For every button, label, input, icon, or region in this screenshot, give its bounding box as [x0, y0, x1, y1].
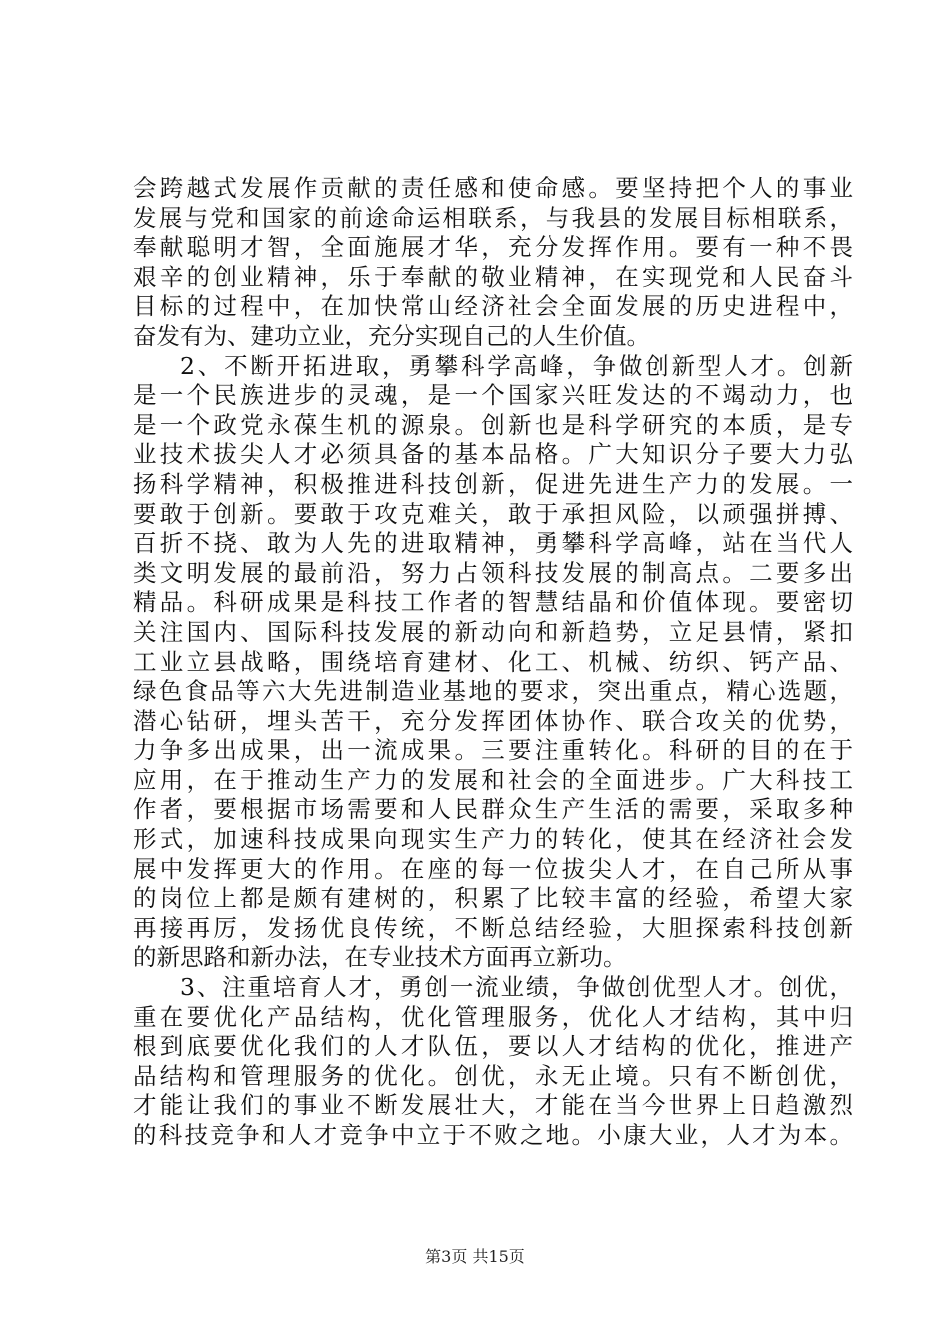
text-line: 力争多出成果，出一流成果。三要注重转化。科研的目的在于 — [133, 736, 853, 765]
text-line: 业技术拔尖人才必须具备的基本品格。广大知识分子要大力弘 — [133, 440, 853, 469]
text-line: 扬科学精神，积极推进科技创新，促进先进生产力的发展。一 — [133, 469, 853, 498]
text-line: 品结构和管理服务的优化。创优，永无止境。只有不断创优， — [133, 1061, 853, 1090]
text-line: 艰辛的创业精神，乐于奉献的敬业精神，在实现党和人民奋斗 — [133, 262, 853, 291]
text-line: 3、注重培育人才，勇创一流业绩，争做创优型人才。创优， — [180, 973, 853, 1002]
text-line: 形式，加速科技成果向现实生产力的转化，使其在经济社会发 — [133, 825, 853, 854]
text-line: 的新思路和新办法，在专业技术方面再立新功。 — [133, 943, 627, 972]
text-line: 重在要优化产品结构，优化管理服务，优化人才结构，其中归 — [133, 1002, 853, 1031]
text-line: 精品。科研成果是科技工作者的智慧结晶和价值体现。要密切 — [133, 588, 853, 617]
text-line: 根到底要优化我们的人才队伍，要以人才结构的优化，推进产 — [133, 1032, 853, 1061]
document-body — [133, 174, 853, 1151]
text-line: 展中发挥更大的作用。在座的每一位拔尖人才，在自己所从事 — [133, 854, 853, 883]
text-line: 发展与党和国家的前途命运相联系，与我县的发展目标相联系， — [133, 203, 853, 232]
paragraph — [133, 352, 853, 973]
text-line: 会跨越式发展作贡献的责任感和使命感。要坚持把个人的事业 — [133, 174, 853, 202]
text-line: 关注国内、国际科技发展的新动向和新趋势，立足县情，紧扣 — [133, 617, 853, 646]
text-line: 的科技竞争和人才竞争中立于不败之地。小康大业，人才为本。 — [133, 1121, 853, 1149]
text-line: 要敢于创新。要敢于攻克难关，敢于承担风险，以顽强拼搏、 — [133, 499, 853, 528]
text-line: 绿色食品等六大先进制造业基地的要求，突出重点，精心选题， — [133, 677, 853, 706]
text-line: 百折不挠、敢为人先的进取精神，勇攀科学高峰，站在当代人 — [133, 529, 853, 558]
text-line: 奋发有为、建功立业，充分实现自己的人生价值。 — [133, 321, 650, 350]
text-line: 是一个民族进步的灵魂，是一个国家兴旺发达的不竭动力，也 — [133, 381, 853, 410]
paragraph — [133, 174, 853, 352]
text-line: 再接再厉，发扬优良传统，不断总结经验，大胆探索科技创新 — [133, 913, 853, 942]
text-line: 才能让我们的事业不断发展壮大，才能在当今世界上日趋激烈 — [133, 1091, 853, 1120]
page-footer: 第3页 共15页 — [425, 1247, 525, 1266]
text-line: 类文明发展的最前沿，努力占领科技发展的制高点。二要多出 — [133, 558, 853, 587]
text-line: 工业立县战略，围绕培育建材、化工、机械、纺织、钙产品、 — [133, 647, 853, 676]
paragraph — [133, 973, 853, 1151]
text-line: 目标的过程中，在加快常山经济社会全面发展的历史进程中， — [133, 292, 853, 321]
text-line: 潜心钻研，埋头苦干，充分发挥团体协作、联合攻关的优势， — [133, 706, 853, 735]
text-line: 奉献聪明才智，全面施展才华，充分发挥作用。要有一种不畏 — [133, 233, 853, 262]
text-line: 作者，要根据市场需要和人民群众生产生活的需要，采取多种 — [133, 795, 853, 824]
text-line: 2、不断开拓进取，勇攀科学高峰，争做创新型人才。创新 — [180, 351, 853, 380]
text-line: 是一个政党永葆生机的源泉。创新也是科学研究的本质，是专 — [133, 410, 853, 439]
text-line: 应用，在于推动生产力的发展和社会的全面进步。广大科技工 — [133, 765, 853, 794]
text-line: 的岗位上都是颇有建树的，积累了比较丰富的经验，希望大家 — [133, 884, 853, 913]
